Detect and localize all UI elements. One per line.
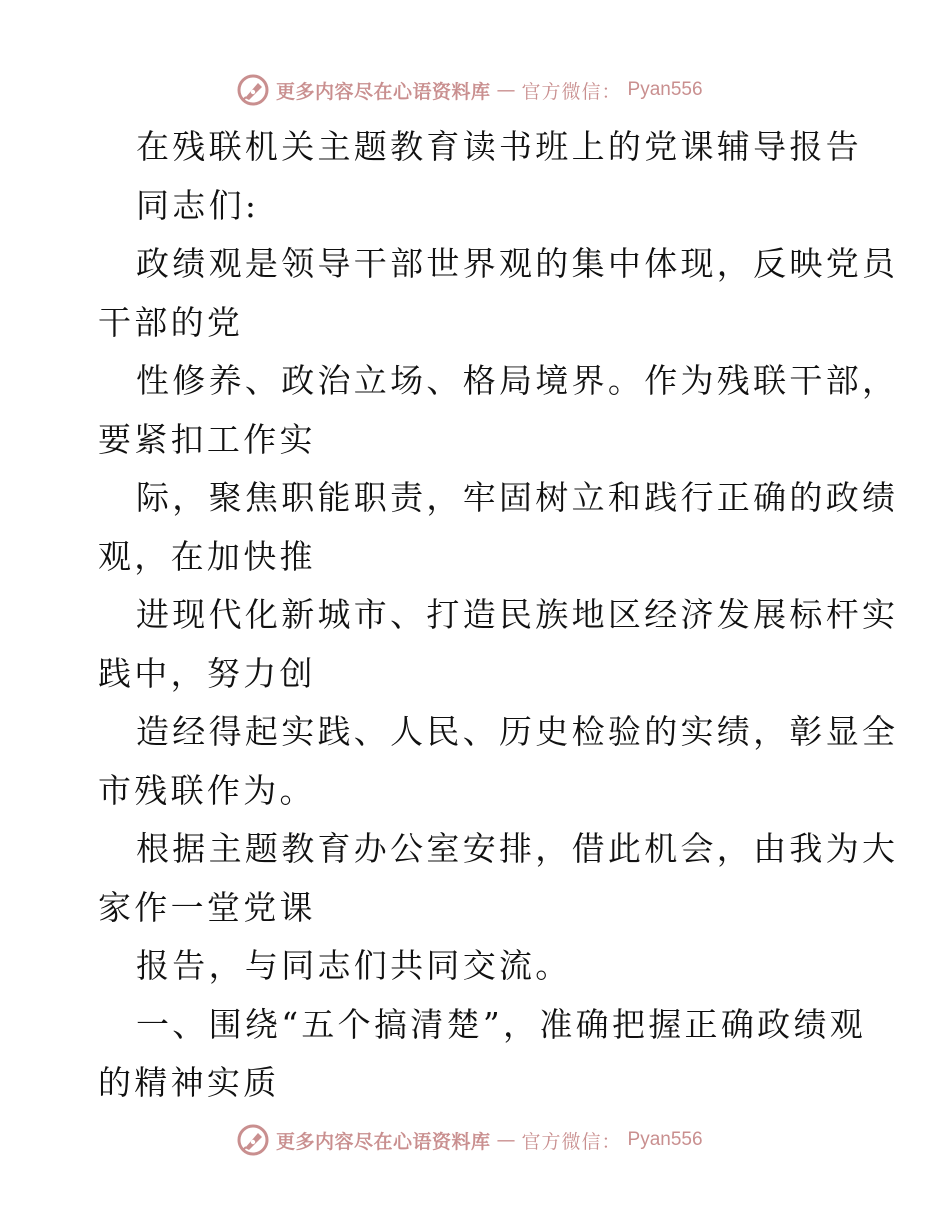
- paragraph-line: 进现代化新城市、打造民族地区经济发展标杆实: [136, 595, 899, 634]
- footer-watermark: [236, 1122, 703, 1158]
- watermark-wechat-id: Pyan556: [627, 1129, 703, 1150]
- watermark-separator: —: [496, 1129, 516, 1151]
- paragraph-line: 际，聚焦职能职责，牢固树立和践行正确的政绩: [136, 478, 899, 517]
- paragraph-line: 践中，努力创: [98, 653, 316, 693]
- section-heading-continued: 的精神实质: [98, 1063, 280, 1102]
- paragraph-line: 家作一堂党课: [98, 887, 316, 927]
- paragraph-line: 造经得起实践、人民、历史检验的实绩，彰显全: [136, 712, 899, 751]
- paragraph-line: 观，在加快推: [98, 536, 316, 576]
- document-title: 在残联机关主题教育读书班上的党课辅导报告: [136, 127, 862, 166]
- watermark-brand: 更多内容尽在心语资料库: [276, 1130, 491, 1153]
- salutation: 同志们:: [136, 185, 260, 225]
- paragraph-line: 要紧扣工作实: [98, 419, 316, 459]
- document-body: [98, 118, 899, 1113]
- watermark-separator: —: [496, 79, 516, 101]
- paragraph-line: 市残联作为。: [98, 770, 316, 810]
- section-heading: 一、围绕“五个搞清楚”，准确把握正确政绩观: [136, 1004, 867, 1044]
- watermark-wechat-id: Pyan556: [627, 79, 703, 100]
- paragraph-line: 性修养、政治立场、格局境界。作为残联干部，: [136, 361, 899, 400]
- watermark-official-label: 官方微信：: [521, 1130, 622, 1153]
- paragraph-line: 干部的党: [98, 302, 244, 342]
- pen-nib-logo-icon: [236, 73, 270, 107]
- paragraph-line: 根据主题教育办公室安排，借此机会，由我为大: [136, 829, 899, 868]
- paragraph-line: 报告，与同志们共同交流。: [136, 946, 572, 985]
- watermark-official-label: 官方微信：: [521, 80, 622, 103]
- watermark-brand: 更多内容尽在心语资料库: [276, 80, 491, 103]
- paragraph-line: 政绩观是领导干部世界观的集中体现，反映党员: [136, 244, 899, 283]
- pen-nib-logo-icon: [236, 1123, 270, 1157]
- header-watermark: [236, 72, 703, 108]
